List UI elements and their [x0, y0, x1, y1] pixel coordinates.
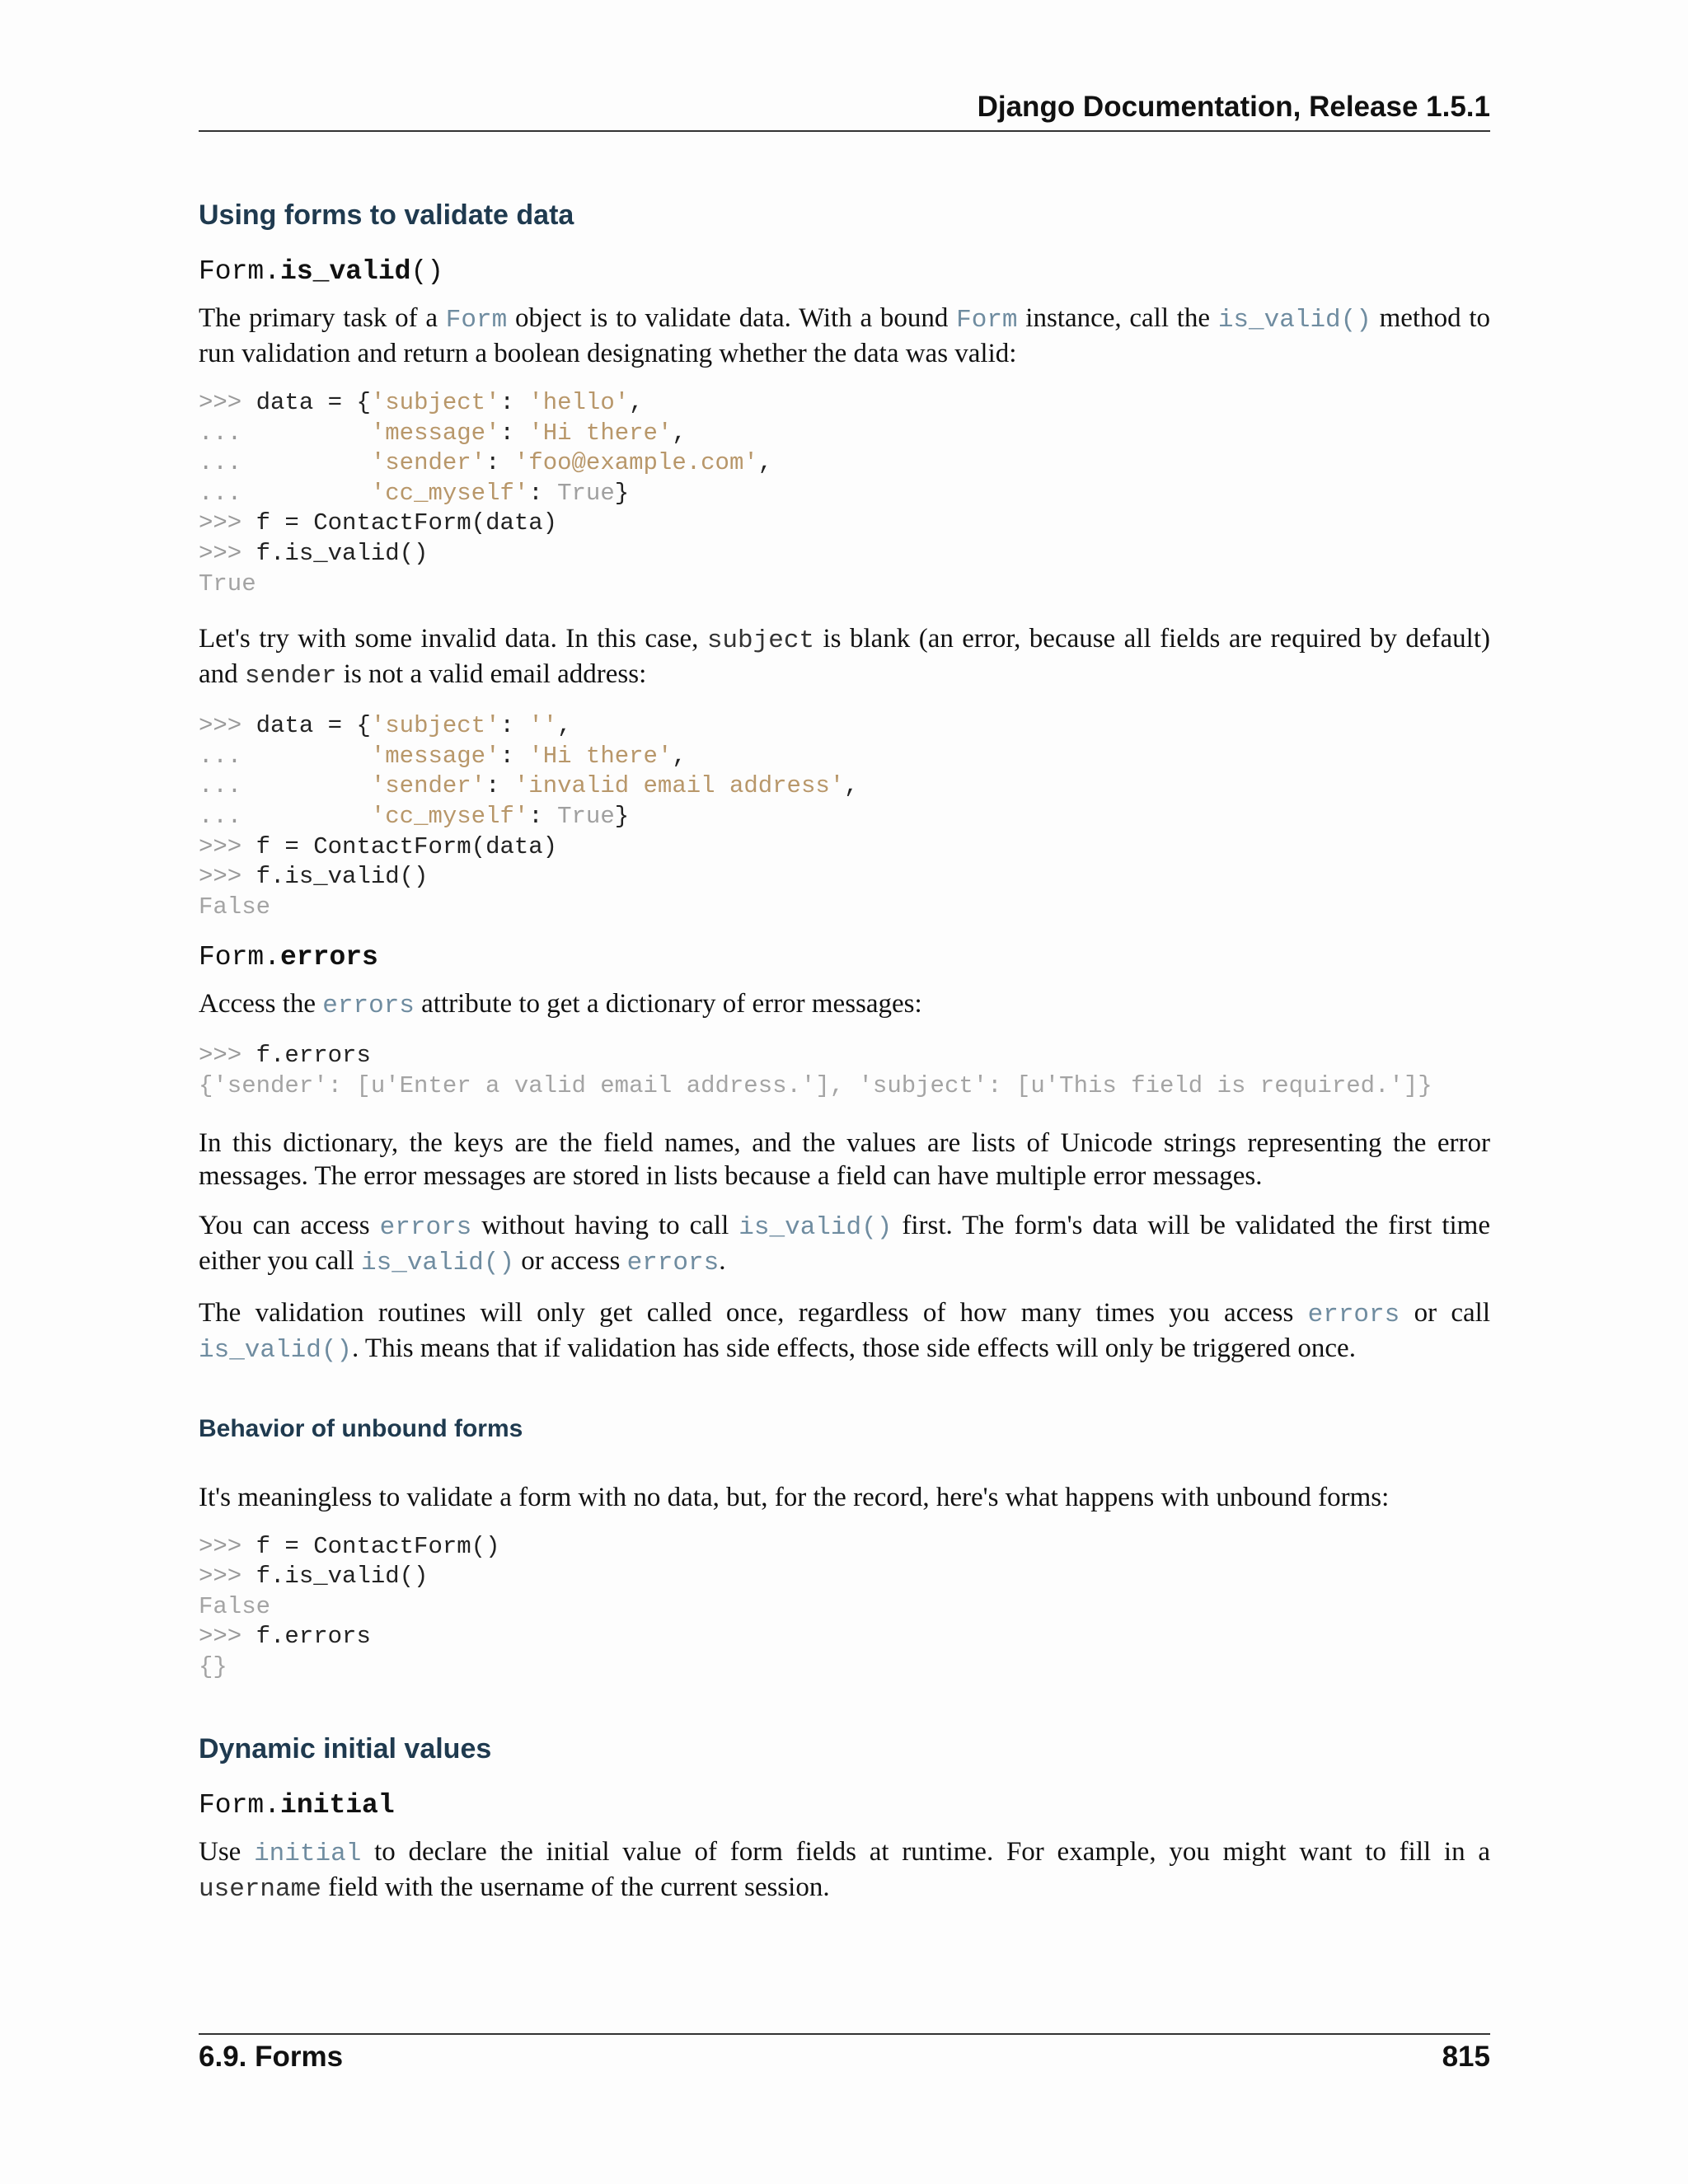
errors-link[interactable]: errors [626, 1248, 720, 1277]
page-content [199, 191, 1490, 1906]
running-header: Django Documentation, Release 1.5.1 [977, 91, 1490, 123]
paragraph-primary-task: The primary task of a Form object is to validate data. With a bound Form instance, call the is_valid() method to run validation and return a boolean designating whether the data was valid: [199, 303, 1491, 368]
errors-link[interactable]: errors [379, 1212, 472, 1242]
paragraph-invalid-data: Let's try with some invalid data. In this case, subject is blank (an error, because all fields are required by default) and sender is not a valid email address: [199, 624, 1490, 691]
errors-link[interactable]: errors [1307, 1300, 1400, 1329]
attribute-signature-initial: Form.initial [199, 1790, 395, 1821]
header-rule [199, 130, 1490, 132]
code-block-valid-data: >>> data = {'subject': 'hello', ... 'message': 'Hi there', ... 'sender': 'foo@example.com', ... 'cc_myself': True} >>> f = ContactForm(data) >>> f.is_valid() True [199, 389, 773, 598]
initial-link[interactable]: initial [254, 1840, 362, 1869]
page-footer [199, 2041, 1490, 2074]
is-valid-link[interactable]: is_valid() [1217, 306, 1372, 335]
section-heading-validate: Using forms to validate data [199, 199, 574, 231]
code-block-unbound: >>> f = ContactForm() >>> f.is_valid() False >>> f.errors {} [199, 1532, 500, 1680]
paragraph-unbound: It's meaningless to validate a form with no data, but, for the record, here's what happens with unbound forms: [199, 1482, 1390, 1512]
form-class-link[interactable]: Form [445, 306, 508, 335]
page-number: 815 [1442, 2041, 1490, 2073]
code-block-invalid-data: >>> data = {'subject': '', ... 'message': 'Hi there', ... 'sender': 'invalid email address', ... 'cc_myself': True} >>> f = ContactForm(data) >>> f.is_valid() False [199, 712, 859, 921]
code-block-errors: >>> f.errors {'sender': [u'Enter a valid email address.'], 'subject': [u'This field is required.']} [199, 1042, 1432, 1099]
subject-literal: subject [706, 626, 815, 656]
username-literal: username [199, 1875, 321, 1905]
footer-section: 6.9. Forms [199, 2041, 344, 2073]
paragraph-access-errors: Access the errors attribute to get a dictionary of error messages: [199, 989, 922, 1021]
is-valid-link[interactable]: is_valid() [738, 1212, 893, 1242]
sender-literal: sender [244, 662, 337, 691]
is-valid-link[interactable]: is_valid() [199, 1335, 353, 1365]
subsection-heading-unbound: Behavior of unbound forms [199, 1414, 523, 1442]
attribute-signature-errors: Form.errors [199, 942, 378, 973]
is-valid-link[interactable]: is_valid() [361, 1248, 515, 1277]
section-heading-dynamic-initial: Dynamic initial values [199, 1733, 492, 1765]
paragraph-validation-routines: The validation routines will only get called once, regardless of how many times you access errors or call is_valid(). This means that if validation has side effects, those side effects will only be triggered once. [199, 1297, 1490, 1365]
paragraph-initial: Use initial to declare the initial value of form fields at runtime. For example, you might want to fill in a username field with the username of the current session. [199, 1837, 1490, 1905]
paragraph-access-without-validating: You can access errors without having to call is_valid() first. The form's data will be validated the first time either you call is_valid() or access errors. [199, 1210, 1490, 1277]
form-class-link[interactable]: Form [956, 306, 1018, 335]
method-signature-is-valid: Form.is_valid() [199, 256, 444, 287]
paragraph-dictionary: In this dictionary, the keys are the field names, and the values are lists of Unicode strings representing the error messages. The error messages are stored in lists because a field can have multiple error messages. [199, 1127, 1490, 1191]
footer-rule [199, 2033, 1490, 2035]
errors-link[interactable]: errors [322, 991, 415, 1021]
